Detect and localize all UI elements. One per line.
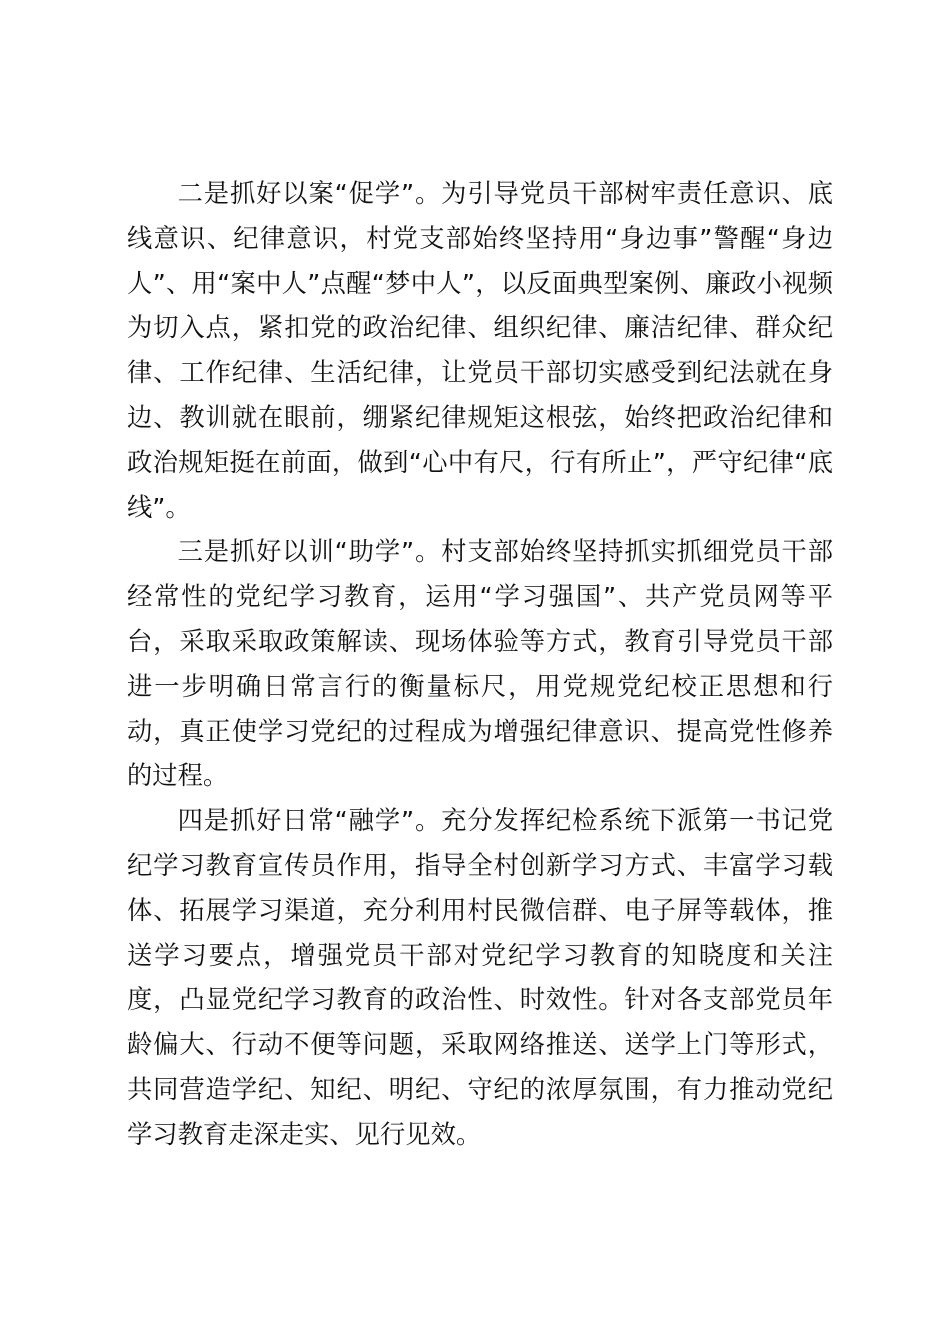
paragraph-learning-by-cases: 二是抓好以案“促学”。为引导党员干部树牢责任意识、底线意识、纪律意识，村党支部始终坚持用“身边事”警醒“身边人”、用“案中人”点醒“梦中人”，以反面典型案例、廉政小视频为切入点，紧扣党的政治纪律、组织纪律、廉洁纪律、群众纪律、工作纪律、生活纪律，让党员干部切实感受到纪法就在身边、教训就在眼前，绷紧纪律规矩这根弦，始终把政治纪律和政治规矩挺在前面，做到“心中有尺，行有所止”，严守纪律“底线”。 [127, 179, 833, 522]
paragraph-learning-by-training: 三是抓好以训“助学”。村支部始终坚持抓实抓细党员干部经常性的党纪学习教育，运用“学习强国”、共产党员网等平台，采取采取政策解读、现场体验等方式，教育引导党员干部进一步明确日常言行的衡量标尺，用党规党纪校正思想和行动，真正使学习党纪的过程成为增强纪律意识、提高党性修养的过程。 [127, 537, 833, 791]
paragraph-daily-integrated-learning: 四是抓好日常“融学”。充分发挥纪检系统下派第一书记党纪学习教育宣传员作用，指导全村创新学习方式、丰富学习载体、拓展学习渠道，充分利用村民微信群、电子屏等载体，推送学习要点，增强党员干部对党纪学习教育的知晓度和关注度，凸显党纪学习教育的政治性、时效性。针对各支部党员年龄偏大、行动不便等问题，采取网络推送、送学上门等形式，共同营造学纪、知纪、明纪、守纪的浓厚氛围，有力推动党纪学习教育走深走实、见行见效。 [127, 806, 833, 1149]
document-body [127, 172, 833, 1158]
